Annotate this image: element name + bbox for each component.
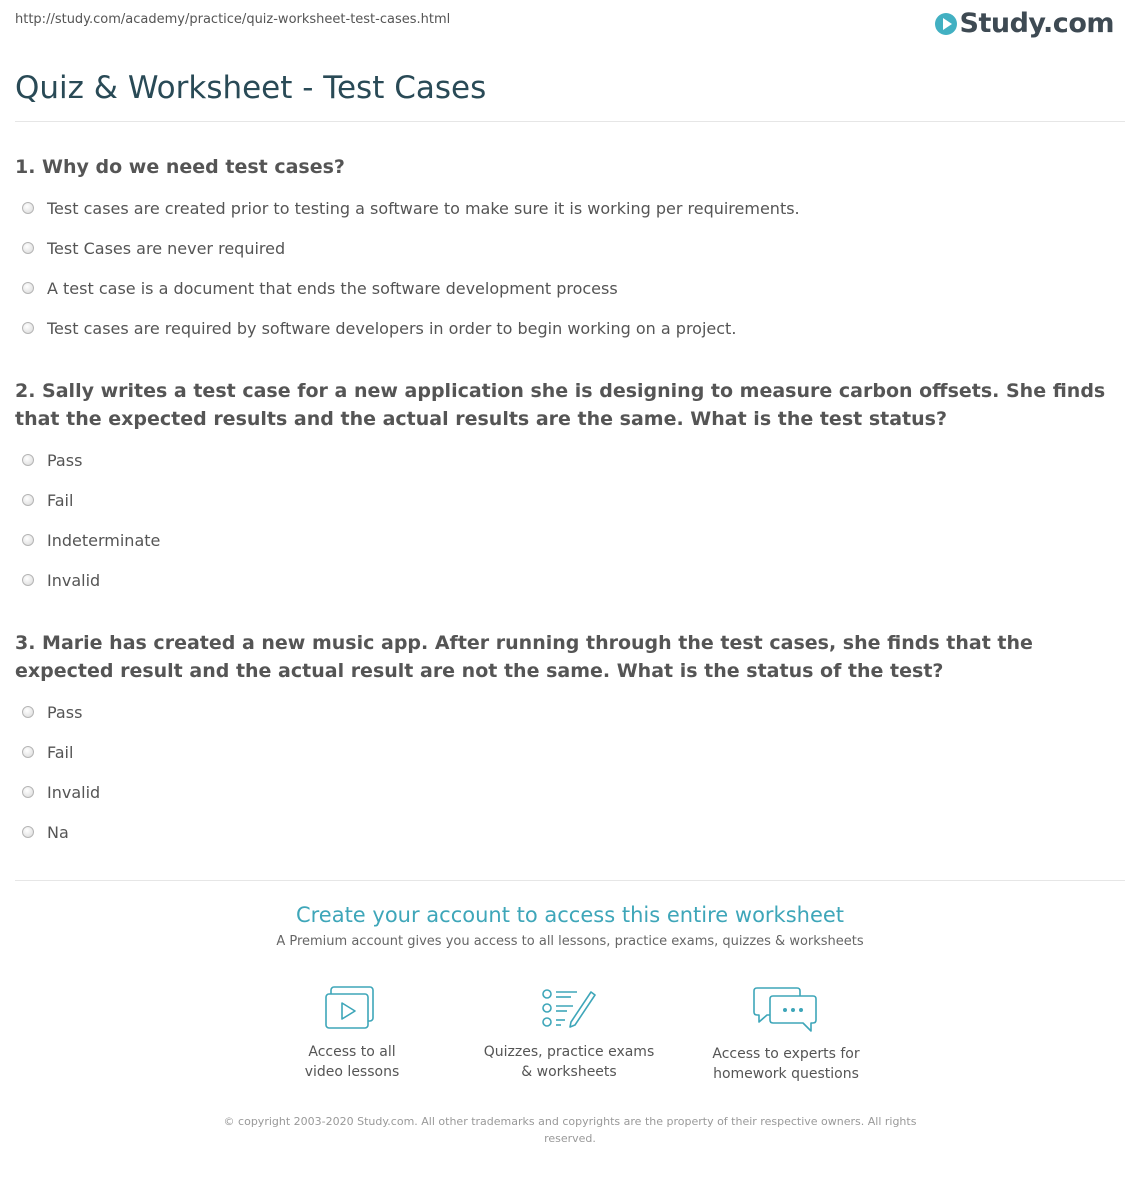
study-logo[interactable] <box>935 9 1114 39</box>
radio-button[interactable] <box>22 746 34 758</box>
create-account-link[interactable]: Create your account to access this entire worksheet <box>295 903 845 927</box>
divider <box>15 880 1125 881</box>
radio-button[interactable] <box>22 202 34 214</box>
feature-label-line2: homework questions <box>713 1066 859 1082</box>
feature-label-line2: video lessons <box>304 1064 400 1080</box>
option-label: Pass <box>47 702 83 722</box>
radio-button[interactable] <box>22 282 34 294</box>
radio-button[interactable] <box>22 242 34 254</box>
answer-option[interactable] <box>22 228 800 268</box>
option-label: Test cases are required by software developers in order to begin working on a project. <box>47 318 737 338</box>
radio-button[interactable] <box>22 574 34 586</box>
option-label: Invalid <box>47 570 101 590</box>
option-label: Invalid <box>47 782 101 802</box>
divider <box>15 121 1125 122</box>
option-label: Fail <box>47 742 74 762</box>
radio-button[interactable] <box>22 786 34 798</box>
option-label: Pass <box>47 450 83 470</box>
answer-option[interactable] <box>22 480 160 520</box>
video-lessons-icon <box>325 986 379 1032</box>
question-2: 2. Sally writes a test case for a new application she is designing to measure carbon offsets. She finds that the expected results and the actual results are the same. What is the test status? <box>15 380 1106 430</box>
option-label: Test Cases are never required <box>47 238 286 258</box>
option-label: A test case is a document that ends the software development process <box>47 278 618 298</box>
answer-option[interactable] <box>22 188 800 228</box>
answer-option[interactable] <box>22 520 160 560</box>
radio-button[interactable] <box>22 454 34 466</box>
answer-option[interactable] <box>22 812 100 852</box>
premium-description: A Premium account gives you access to all lessons, practice exams, quizzes & worksheets <box>276 934 864 949</box>
page-url[interactable]: http://study.com/academy/practice/quiz-worksheet-test-cases.html <box>15 12 451 27</box>
question-3-options <box>22 692 100 852</box>
question-3: 3. Marie has created a new music app. After running through the test cases, she finds that the expected result and the actual result are not the same. What is the status of the test? <box>15 632 1033 682</box>
feature-label-line1: Access to experts for <box>712 1046 860 1062</box>
page-title: Quiz & Worksheet - Test Cases <box>15 70 487 106</box>
play-circle-icon <box>935 13 957 35</box>
option-label: Test cases are created prior to testing a software to make sure it is working per requirements. <box>47 198 800 218</box>
radio-button[interactable] <box>22 494 34 506</box>
answer-option[interactable] <box>22 560 160 600</box>
feature-label-line2: & worksheets <box>521 1064 617 1080</box>
answer-option[interactable] <box>22 440 160 480</box>
radio-button[interactable] <box>22 534 34 546</box>
feature-quizzes <box>469 986 669 1082</box>
copyright-footer <box>215 1113 925 1147</box>
answer-option[interactable] <box>22 732 100 772</box>
answer-option[interactable] <box>22 692 100 732</box>
option-label: Fail <box>47 490 74 510</box>
radio-button[interactable] <box>22 322 34 334</box>
feature-experts <box>686 986 886 1084</box>
question-1-options <box>22 188 800 348</box>
feature-label-line1: Quizzes, practice exams <box>483 1044 655 1060</box>
radio-button[interactable] <box>22 706 34 718</box>
option-label: Indeterminate <box>47 530 161 550</box>
copyright-line1: © copyright 2003-2020 Study.com. All other trademarks and copyrights are the property of their respective owners. All rights <box>223 1115 917 1128</box>
answer-option[interactable] <box>22 308 800 348</box>
quiz-checklist-icon <box>541 986 597 1032</box>
radio-button[interactable] <box>22 826 34 838</box>
chat-bubbles-icon <box>753 986 819 1034</box>
answer-option[interactable] <box>22 772 100 812</box>
feature-label-line1: Access to all <box>308 1044 396 1060</box>
feature-video-lessons <box>252 986 452 1082</box>
question-1: 1. Why do we need test cases? <box>15 156 345 178</box>
answer-option[interactable] <box>22 268 800 308</box>
question-2-options <box>22 440 160 600</box>
logo-text: Study.com <box>959 8 1114 39</box>
option-label: Na <box>47 822 69 842</box>
top-bar <box>0 0 1140 44</box>
copyright-line2: reserved. <box>544 1132 596 1145</box>
